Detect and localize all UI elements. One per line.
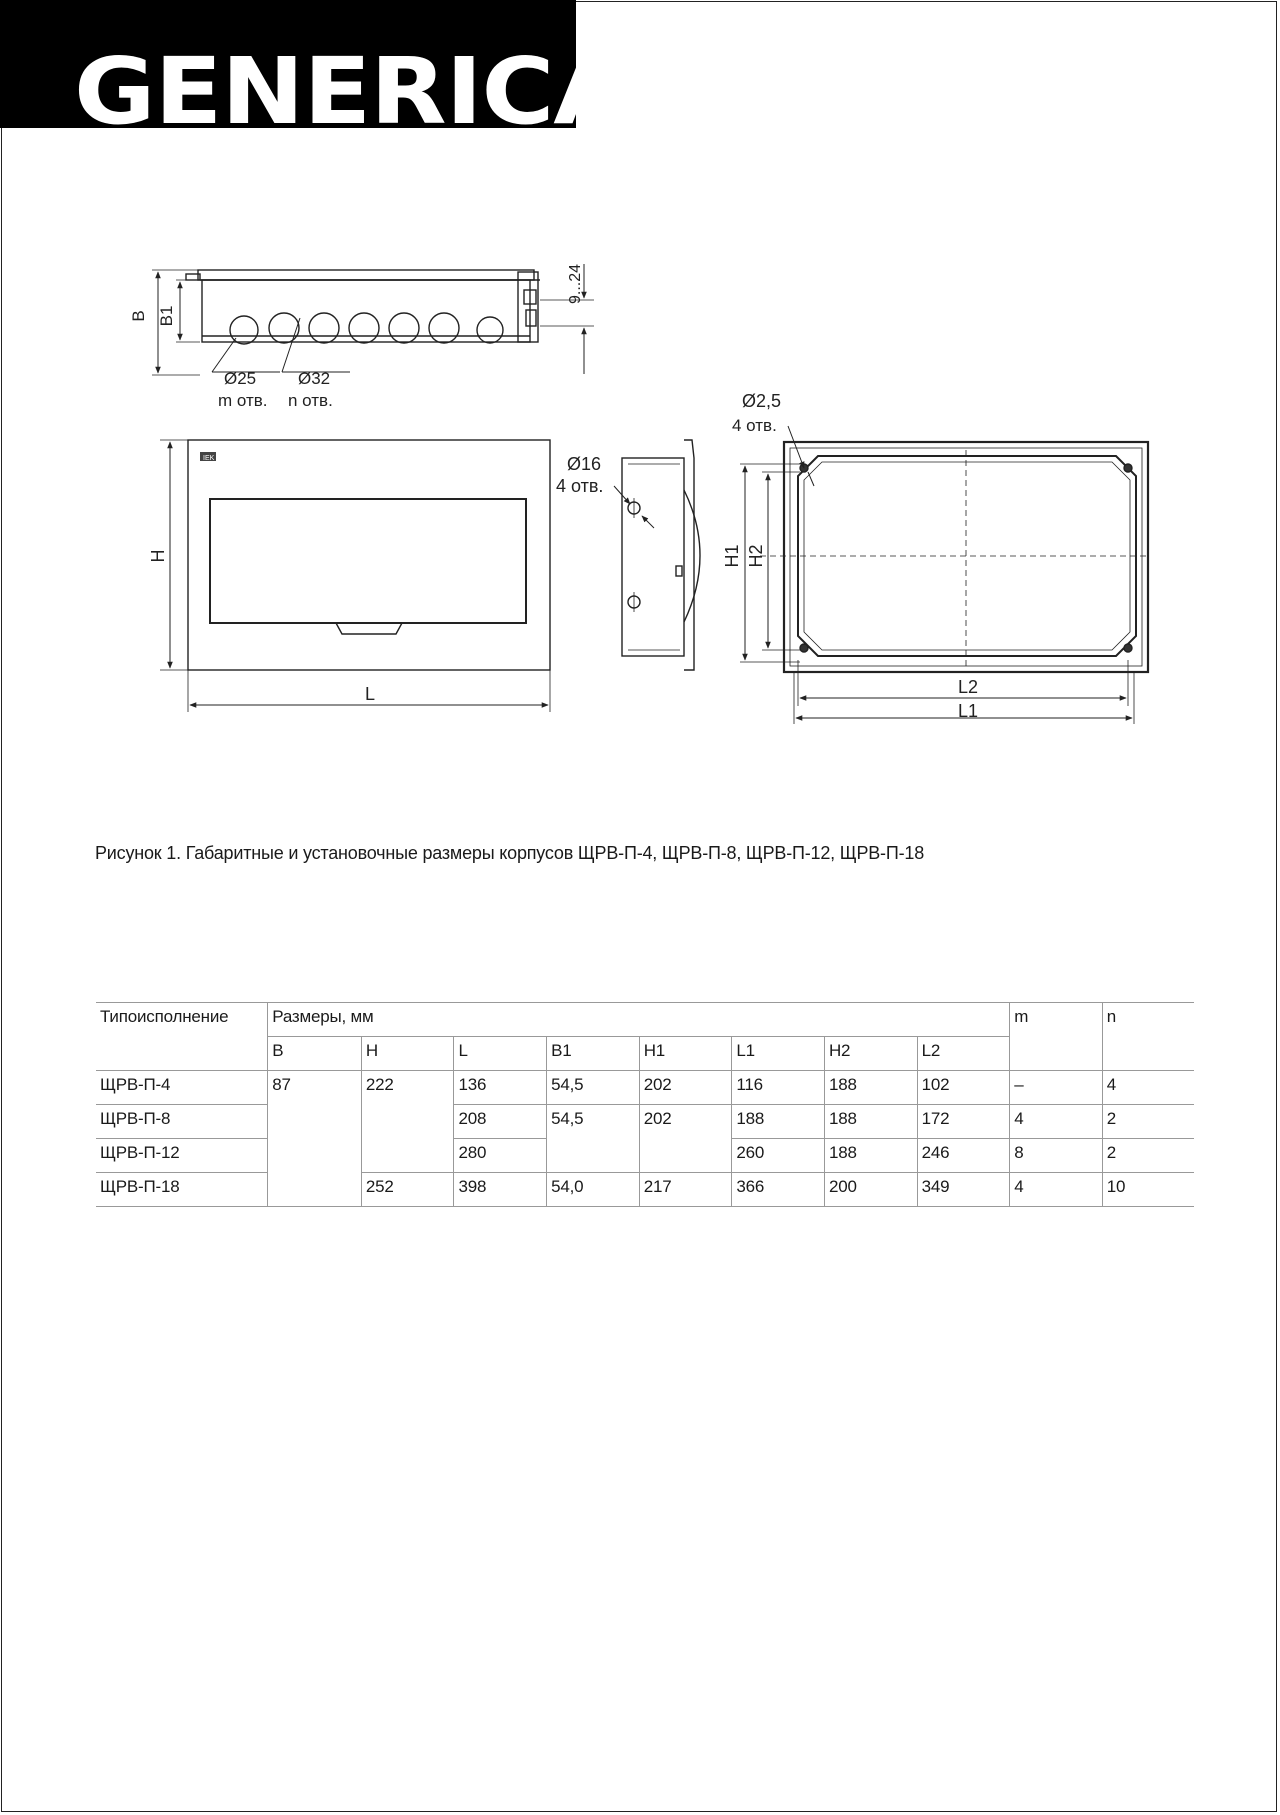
header-dims: Размеры, мм: [268, 1003, 1010, 1037]
cell-m: 4: [1010, 1173, 1103, 1207]
cell-L2: 172: [917, 1105, 1010, 1139]
cell-L2: 349: [917, 1173, 1010, 1207]
cell-n: 4: [1102, 1071, 1194, 1105]
side-view: [556, 440, 700, 670]
cell-L: 280: [454, 1139, 547, 1173]
figure-caption: Рисунок 1. Габаритные и установочные размеры корпусов ЩРВ-П-4, ЩРВ-П-8, ЩРВ-П-12, ЩРВ-П-18: [95, 843, 925, 863]
cell-n: 2: [1102, 1105, 1194, 1139]
hole-large-count: n отв.: [288, 391, 333, 410]
brand-logo: GENERICA: [74, 38, 630, 145]
cell-m: –: [1010, 1071, 1103, 1105]
cell-H: 222: [361, 1071, 454, 1105]
dim-H2-label: H2: [746, 544, 766, 568]
hole-small-diameter: Ø25: [224, 369, 257, 388]
cell-L: 398: [454, 1173, 547, 1207]
cell-H1: 202: [639, 1105, 732, 1139]
cell-n: 10: [1102, 1173, 1194, 1207]
cell-H1: 202: [639, 1071, 732, 1105]
cell-B: [268, 1173, 362, 1207]
cell-B1: [547, 1139, 640, 1173]
cell-B: 87: [268, 1071, 362, 1105]
dim-L-label: L: [364, 684, 376, 704]
cell-H: [361, 1139, 454, 1173]
hole-large-diameter: Ø32: [298, 369, 331, 388]
cell-H1: [639, 1139, 732, 1173]
subheader-H1: H1: [639, 1037, 732, 1071]
header-type: Типоисполнение: [96, 1003, 268, 1037]
cell-H2: 188: [824, 1105, 917, 1139]
subheader-H2: H2: [824, 1037, 917, 1071]
cell-H1: 217: [639, 1173, 732, 1207]
rear-view: [722, 391, 1148, 724]
header-n: n: [1102, 1003, 1194, 1037]
cell-B1: 54,5: [547, 1105, 640, 1139]
cell-L: 136: [454, 1071, 547, 1105]
cell-H: 252: [361, 1173, 454, 1207]
cell-L1: 116: [732, 1071, 825, 1105]
side-hole-diameter: Ø16: [567, 454, 602, 474]
cell-H2: 188: [824, 1139, 917, 1173]
cell-H: [361, 1105, 454, 1139]
cell-L1: 188: [732, 1105, 825, 1139]
cell-L: 208: [454, 1105, 547, 1139]
table-row: [96, 1173, 1194, 1207]
subheader-H: H: [361, 1037, 454, 1071]
front-logo: IEK: [203, 455, 215, 462]
rear-hole-diameter: Ø2,5: [742, 391, 782, 411]
dimensions-table: [96, 1002, 1194, 1207]
cell-L2: 246: [917, 1139, 1010, 1173]
cell-B: [268, 1139, 362, 1173]
dim-depth-label: 9...24: [567, 263, 584, 305]
cell-B: [268, 1105, 362, 1139]
table-row: [96, 1139, 1194, 1173]
front-view: [148, 440, 550, 712]
rear-hole-count: 4 отв.: [732, 416, 777, 435]
dim-B1-label: B1: [157, 305, 176, 327]
cell-type: ЩРВ-П-18: [96, 1173, 268, 1207]
cell-B1: 54,0: [547, 1173, 640, 1207]
cell-type: ЩРВ-П-12: [96, 1139, 268, 1173]
table-row: [96, 1071, 1194, 1105]
cell-H2: 188: [824, 1071, 917, 1105]
cell-type: ЩРВ-П-4: [96, 1071, 268, 1105]
dim-L1-label: L1: [957, 701, 979, 721]
cell-type: ЩРВ-П-8: [96, 1105, 268, 1139]
dim-L2-label: L2: [957, 677, 979, 697]
dim-H-label: H: [148, 549, 168, 563]
subheader-B: B: [268, 1037, 362, 1071]
cell-n: 2: [1102, 1139, 1194, 1173]
side-hole-count: 4 отв.: [556, 476, 604, 496]
cell-m: 8: [1010, 1139, 1103, 1173]
cell-L1: 260: [732, 1139, 825, 1173]
subheader-L: L: [454, 1037, 547, 1071]
top-view: [129, 264, 594, 410]
subheader-L1: L1: [732, 1037, 825, 1071]
brand-header: [0, 0, 630, 145]
cell-m: 4: [1010, 1105, 1103, 1139]
header-m: m: [1010, 1003, 1103, 1037]
cell-B1: 54,5: [547, 1071, 640, 1105]
dim-B-label: B: [129, 310, 148, 322]
cell-L1: 366: [732, 1173, 825, 1207]
subheader-L2: L2: [917, 1037, 1010, 1071]
subheader-B1: B1: [547, 1037, 640, 1071]
knockout-holes: [230, 313, 503, 344]
hole-small-count: m отв.: [218, 391, 268, 410]
table-row: [96, 1105, 1194, 1139]
dim-H1-label: H1: [722, 544, 742, 568]
cell-H2: 200: [824, 1173, 917, 1207]
table-subheader-row: [96, 1037, 1194, 1071]
table-header-row: [96, 1003, 1194, 1037]
cell-L2: 102: [917, 1071, 1010, 1105]
technical-drawing: [0, 250, 1280, 730]
